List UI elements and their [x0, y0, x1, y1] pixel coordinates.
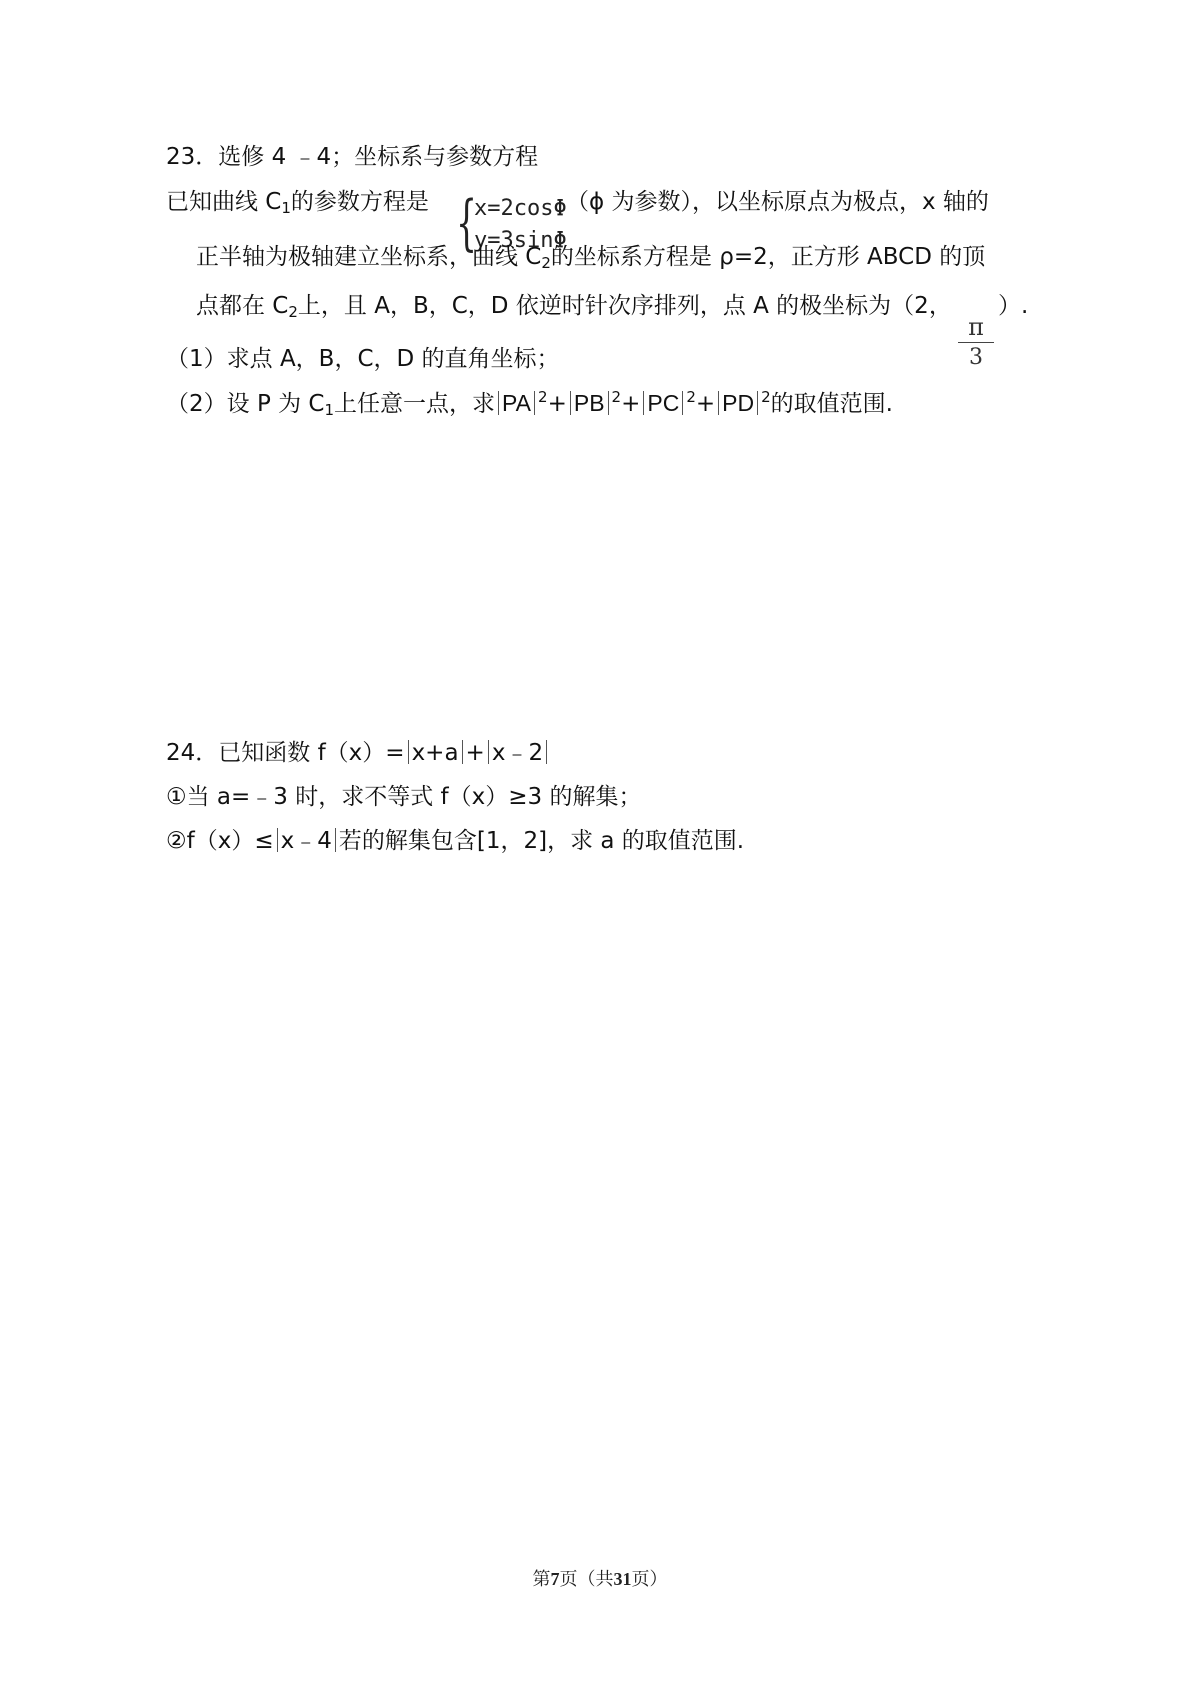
term-pd: PD — [722, 390, 755, 416]
equation-x: x=2cosΦ — [474, 196, 567, 221]
q23-part2-end: 的取值范围. — [770, 391, 893, 417]
abs-bar — [608, 391, 609, 415]
plus-sign: + — [465, 740, 485, 766]
q23-line3-b: 上，且 A，B，C，D 依逆时针次序排列，点 A 的极坐标为（2， — [297, 293, 952, 319]
exponent: 2 — [686, 388, 696, 406]
q23-line2 — [196, 242, 985, 272]
q23-line3-a: 点都在 C — [196, 293, 289, 319]
q23-line2-b: 的坐标系方程是 ρ=2，正方形 ABCD 的顶 — [550, 244, 986, 270]
q23-line1 — [166, 187, 429, 217]
plus-sign: + — [621, 391, 641, 417]
abs-bar — [682, 391, 683, 415]
abs-bar — [534, 391, 535, 415]
footer-suffix: 页） — [631, 1569, 668, 1590]
page-footer — [0, 1565, 1200, 1591]
q23-part1: （1）求点 A，B，C，D 的直角坐标； — [166, 346, 560, 372]
fraction-denominator: 3 — [969, 345, 983, 370]
q24-part2-a: ②f（x）≤ — [166, 828, 274, 854]
term-x-plus-a: x+a — [411, 740, 459, 766]
page-number: 7 — [550, 1569, 560, 1589]
q23-part2-b: 上任意一点，求 — [334, 391, 496, 417]
fraction-bar — [958, 342, 994, 343]
brace-symbol: { — [456, 188, 478, 258]
q23-line3-c: ）. — [998, 293, 1029, 319]
q24-part2 — [166, 826, 744, 856]
abs-bar — [462, 740, 463, 764]
abs-bar — [335, 828, 336, 852]
term-pc: PC — [647, 390, 680, 416]
q23-part2-sub: 1 — [324, 401, 335, 419]
abs-bar — [718, 391, 719, 415]
q23-line3 — [196, 291, 952, 321]
term-x-minus-2: x﹣2 — [491, 740, 544, 766]
footer-prefix: 第 — [532, 1569, 551, 1590]
q24-part2-b: 若的解集包含[1，2]，求 a 的取值范围. — [338, 828, 745, 854]
abs-bar — [570, 391, 571, 415]
footer-middle: 页（共 — [559, 1569, 614, 1590]
q23-part2-a: （2）设 P 为 C — [166, 391, 325, 417]
abs-bar — [546, 740, 547, 764]
total-pages: 31 — [613, 1569, 632, 1589]
q23-line1-b: 的参数方程是 — [290, 189, 429, 215]
q23-line1-c: （ϕ 为参数），以坐标原点为极点，x 轴的 — [566, 189, 989, 215]
q24-title-a: 24．已知函数 f（x）= — [166, 740, 405, 766]
q23-title: 23．选修 4 ﹣4；坐标系与参数方程 — [166, 144, 539, 170]
term-pb: PB — [573, 390, 605, 416]
term-pa: PA — [502, 390, 532, 416]
q23-line1-sub: 1 — [281, 199, 291, 217]
q23-line1-a: 已知曲线 C — [166, 189, 282, 215]
fraction-numerator: π — [968, 313, 984, 341]
q23-line2-sub: 2 — [541, 254, 551, 272]
abs-bar — [643, 391, 644, 415]
pi-over-3-fraction — [958, 314, 994, 370]
plus-sign: + — [547, 391, 567, 417]
exponent: 2 — [761, 388, 771, 406]
abs-bar — [488, 740, 489, 764]
q24-title — [166, 738, 550, 768]
q23-line3-sub: 2 — [288, 303, 298, 321]
exponent: 2 — [611, 388, 622, 406]
abs-bar — [408, 740, 409, 764]
equation-y: y=3sinΦ — [474, 228, 567, 253]
plus-sign: + — [695, 391, 716, 417]
q23-line2-a: 正半轴为极轴建立坐标系，曲线 C — [196, 244, 542, 270]
abs-bar — [277, 828, 278, 852]
term-x-minus-4: x﹣4 — [280, 828, 332, 854]
q23-part2 — [166, 388, 893, 419]
abs-bar — [498, 391, 499, 415]
abs-bar — [757, 391, 758, 415]
exponent: 2 — [538, 388, 548, 406]
q24-part1: ①当 a=﹣3 时，求不等式 f（x）≥3 的解集； — [166, 784, 642, 810]
